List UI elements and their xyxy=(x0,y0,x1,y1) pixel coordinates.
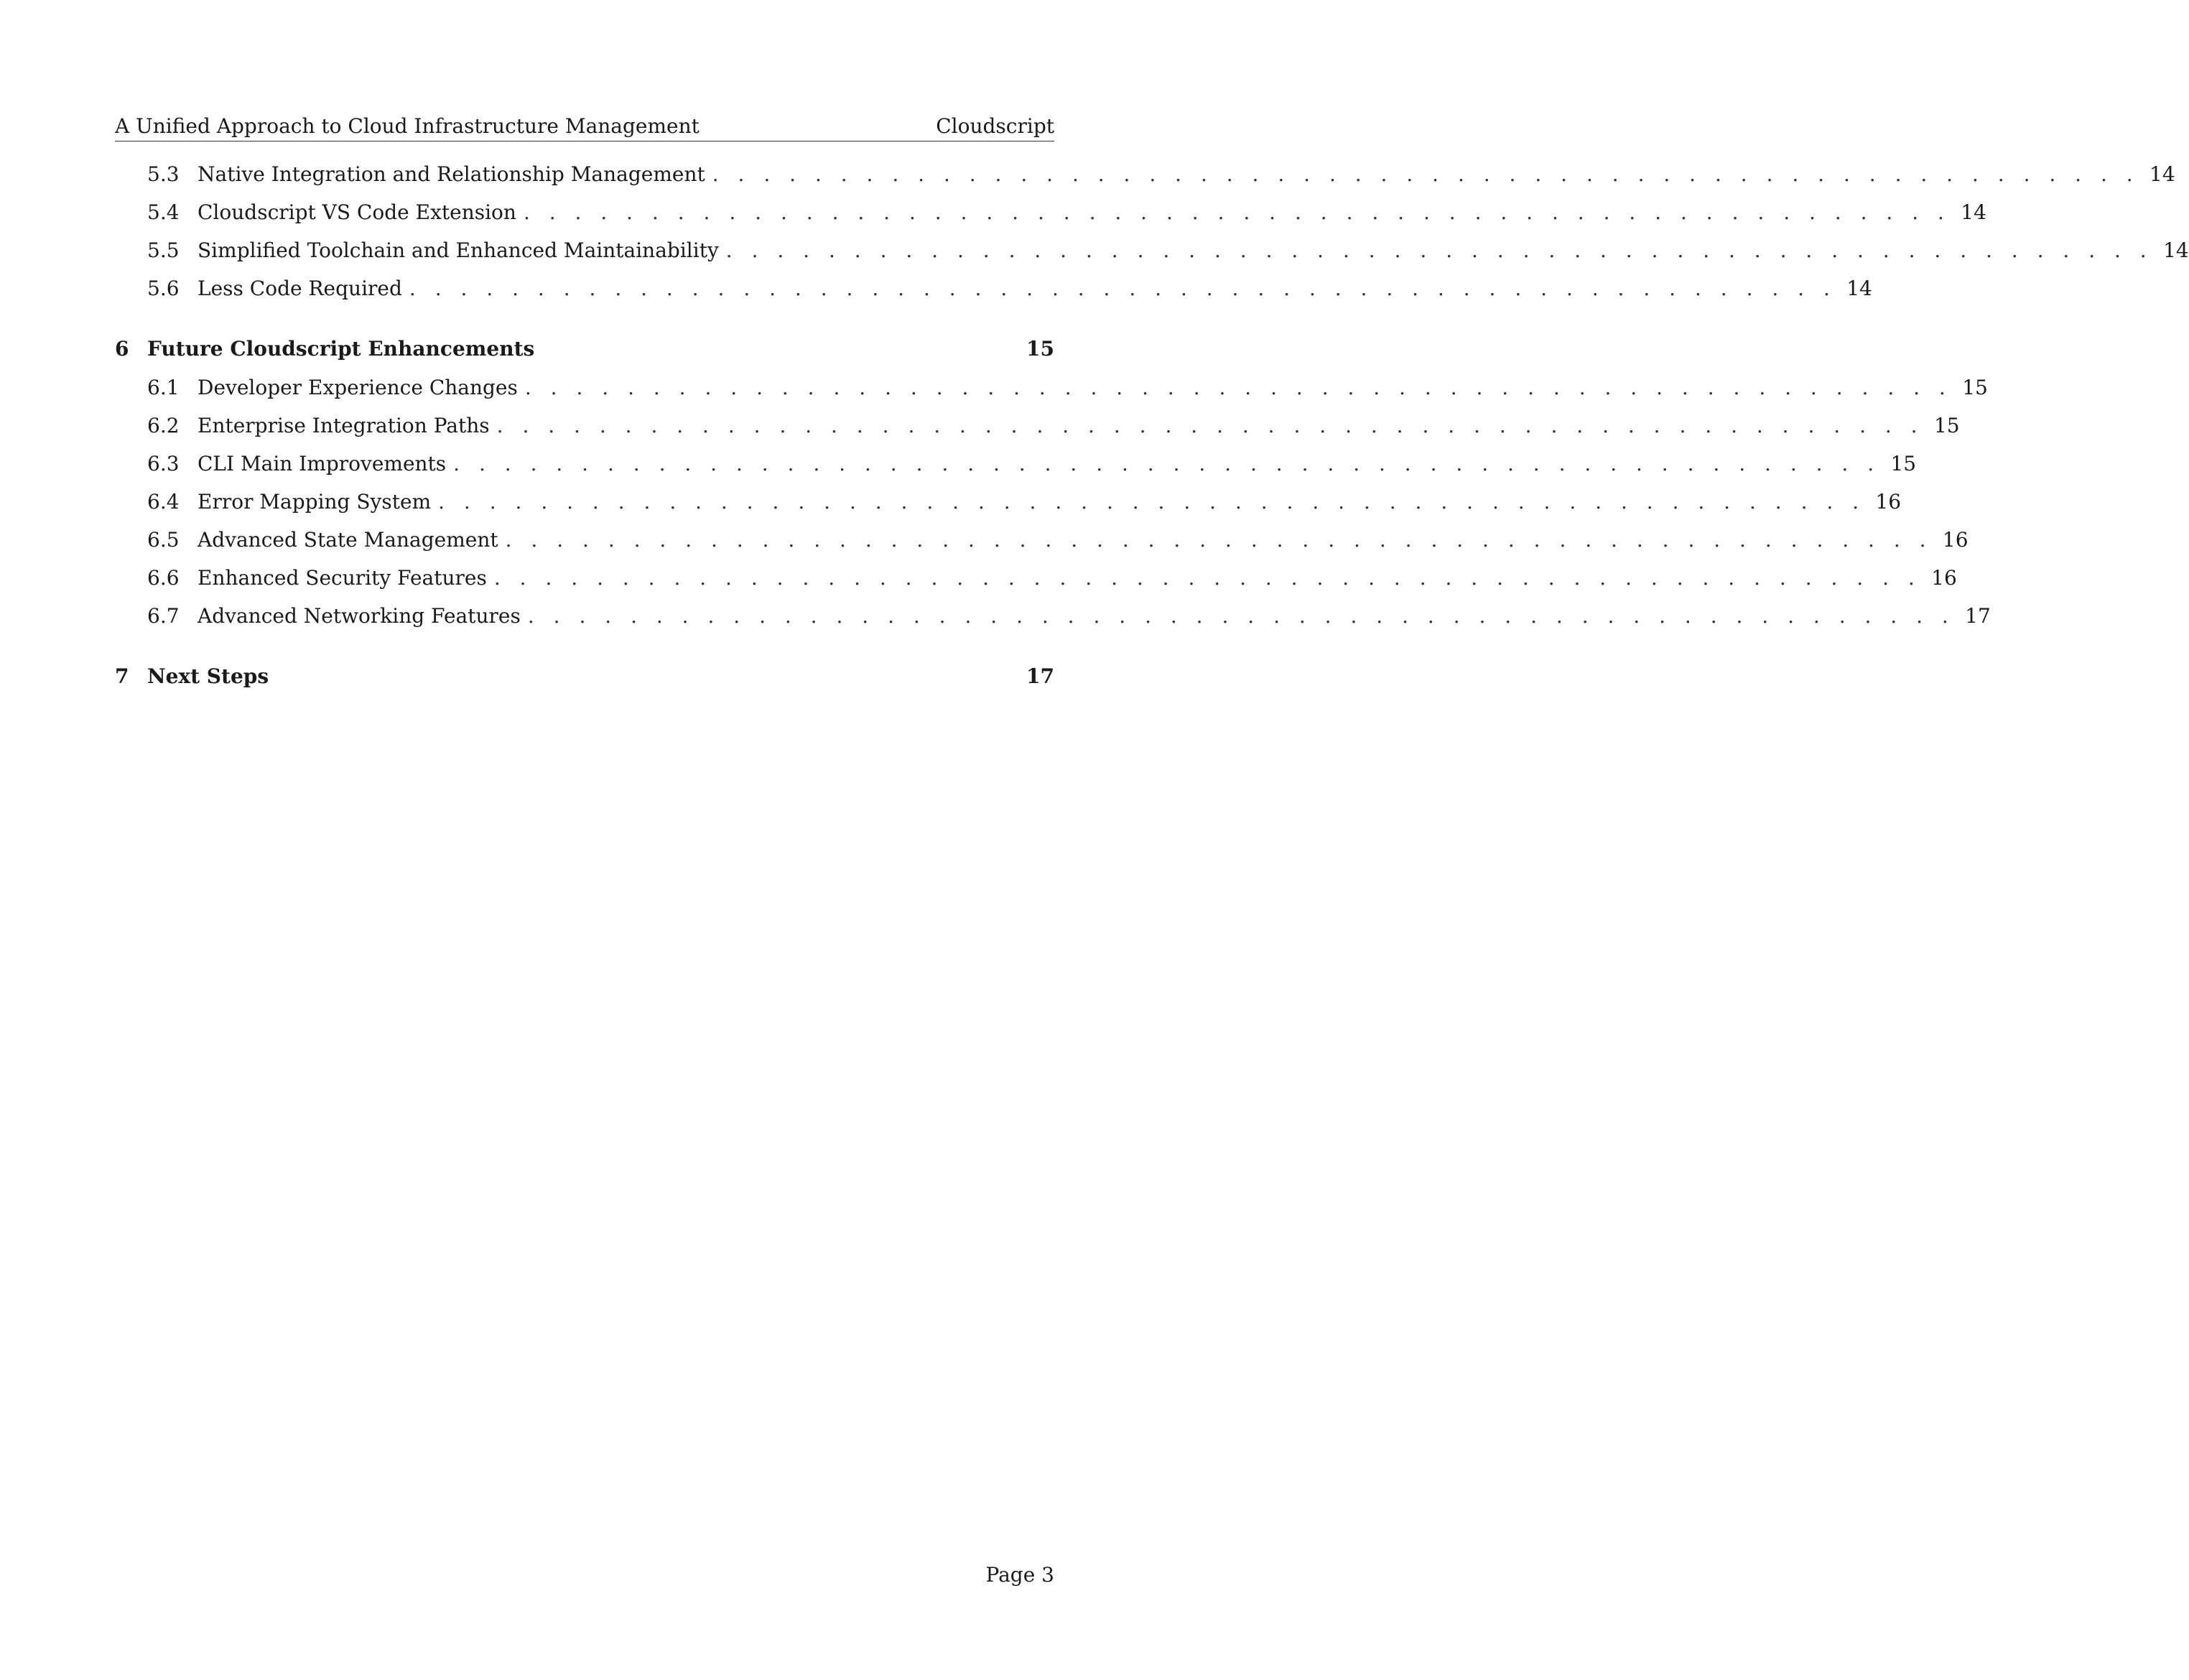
toc-entry-number: 5.3 xyxy=(147,162,180,186)
toc-entry-title: Advanced State Management xyxy=(197,528,498,552)
toc-entry-title: Native Integration and Relationship Management xyxy=(197,162,705,186)
toc-section-title: Next Steps xyxy=(147,664,269,688)
toc-entry-6-3[interactable] xyxy=(115,452,1917,481)
toc-section-6[interactable] xyxy=(115,337,1054,366)
toc-entry-page: 14 xyxy=(2163,238,2189,262)
toc-entry-number: 6.7 xyxy=(147,604,180,628)
toc-entry-page: 14 xyxy=(1846,277,1872,300)
toc-entry-title: Developer Experience Changes xyxy=(197,376,518,399)
toc-entry-6-2[interactable] xyxy=(115,414,1960,442)
toc-entry-6-7[interactable] xyxy=(115,604,1991,633)
toc-dot-leader: . . . . . . . . . . . . . . . . . . . . . . . . . . . . . . . . . . . . . . . . . . . . . . . . . . . . . . . . xyxy=(438,490,1866,514)
toc-dot-leader: . . . . . . . . . . . . . . . . . . . . . . . . . . . . . . . . . . . . . . . . . . . . . . . . . . . . . . . . xyxy=(524,376,1952,399)
toc-entry-page: 15 xyxy=(1933,414,1960,437)
toc-entry-6-6[interactable] xyxy=(115,566,1957,595)
toc-entry-page: 16 xyxy=(1942,528,1969,552)
toc-entry-page: 16 xyxy=(1931,566,1957,590)
toc-entry-6-5[interactable] xyxy=(115,528,1969,557)
toc-entry-number: 5.4 xyxy=(147,200,180,224)
toc-dot-leader: . . . . . . . . . . . . . . . . . . . . . . . . . . . . . . . . . . . . . . . . . . . . . . . . . . . . . . . . xyxy=(712,162,2139,186)
toc-entry-page: 14 xyxy=(1961,200,1986,224)
toc-dot-leader: . . . . . . . . . . . . . . . . . . . . . . . . . . . . . . . . . . . . . . . . . . . . . . . . . . . . . . . . xyxy=(527,604,1955,628)
toc-entry-5-5[interactable] xyxy=(115,238,2189,267)
toc-entry-number: 6.2 xyxy=(147,414,180,437)
toc-section-number: 6 xyxy=(115,337,129,361)
toc-entry-5-6[interactable] xyxy=(115,277,1872,305)
toc-entry-title: Error Mapping System xyxy=(197,490,432,514)
toc-entry-title: CLI Main Improvements xyxy=(197,452,447,475)
toc-dot-leader: . . . . . . . . . . . . . . . . . . . . . . . . . . . . . . . . . . . . . . . . . . . . . . . . . . . . . . . . xyxy=(496,414,1924,437)
toc-section-number: 7 xyxy=(115,664,129,688)
toc-entry-number: 6.5 xyxy=(147,528,180,552)
running-header xyxy=(115,112,1054,141)
toc-entry-page: 15 xyxy=(1962,376,1988,399)
toc-dot-leader: . . . . . . . . . . . . . . . . . . . . . . . . . . . . . . . . . . . . . . . . . . . . . . . . . . . . . . . . xyxy=(725,238,2153,262)
toc-entry-5-3[interactable] xyxy=(115,162,2175,191)
toc-entry-number: 5.5 xyxy=(147,238,180,262)
toc-entry-number: 6.6 xyxy=(147,566,180,590)
toc-entry-5-4[interactable] xyxy=(115,200,1986,229)
toc-entry-page: 14 xyxy=(2150,162,2175,186)
toc-entry-title: Advanced Networking Features xyxy=(197,604,521,628)
toc-entry-page: 16 xyxy=(1875,490,1902,514)
toc-entry-page: 17 xyxy=(1965,604,1991,628)
toc-entry-6-4[interactable] xyxy=(115,490,1902,519)
toc-entry-page: 15 xyxy=(1890,452,1917,475)
toc-entry-number: 6.1 xyxy=(147,376,180,399)
toc-section-page: 15 xyxy=(1026,337,1054,361)
toc-section-title: Future Cloudscript Enhancements xyxy=(147,337,535,361)
toc-entry-number: 5.6 xyxy=(147,277,180,300)
toc-dot-leader: . . . . . . . . . . . . . . . . . . . . . . . . . . . . . . . . . . . . . . . . . . . . . . . . . . . . . . . . xyxy=(523,200,1951,224)
toc-entry-title: Simplified Toolchain and Enhanced Maintainability xyxy=(197,238,719,262)
toc-dot-leader: . . . . . . . . . . . . . . . . . . . . . . . . . . . . . . . . . . . . . . . . . . . . . . . . . . . . . . . . xyxy=(493,566,1921,590)
toc-entry-title: Enhanced Security Features xyxy=(197,566,487,590)
toc-dot-leader: . . . . . . . . . . . . . . . . . . . . . . . . . . . . . . . . . . . . . . . . . . . . . . . . . . . . . . . . xyxy=(453,452,1881,475)
toc-entry-title: Enterprise Integration Paths xyxy=(197,414,490,437)
header-short-title: Cloudscript xyxy=(936,114,1054,138)
toc-dot-leader: . . . . . . . . . . . . . . . . . . . . . . . . . . . . . . . . . . . . . . . . . . . . . . . . . . . . . . . . xyxy=(505,528,1933,552)
toc-entry-number: 6.3 xyxy=(147,452,180,475)
toc-entry-title: Cloudscript VS Code Extension xyxy=(197,200,516,224)
toc-section-page: 17 xyxy=(1026,664,1054,688)
toc-dot-leader: . . . . . . . . . . . . . . . . . . . . . . . . . . . . . . . . . . . . . . . . . . . . . . . . . . . . . . . . xyxy=(409,277,1836,300)
toc-entry-title: Less Code Required xyxy=(197,277,402,300)
toc-section-7[interactable] xyxy=(115,664,1054,693)
toc-entry-number: 6.4 xyxy=(147,490,180,514)
toc-entry-6-1[interactable] xyxy=(115,376,1988,404)
header-document-title: A Unified Approach to Cloud Infrastructure Management xyxy=(115,114,700,138)
page-number-footer: Page 3 xyxy=(985,1563,1054,1587)
